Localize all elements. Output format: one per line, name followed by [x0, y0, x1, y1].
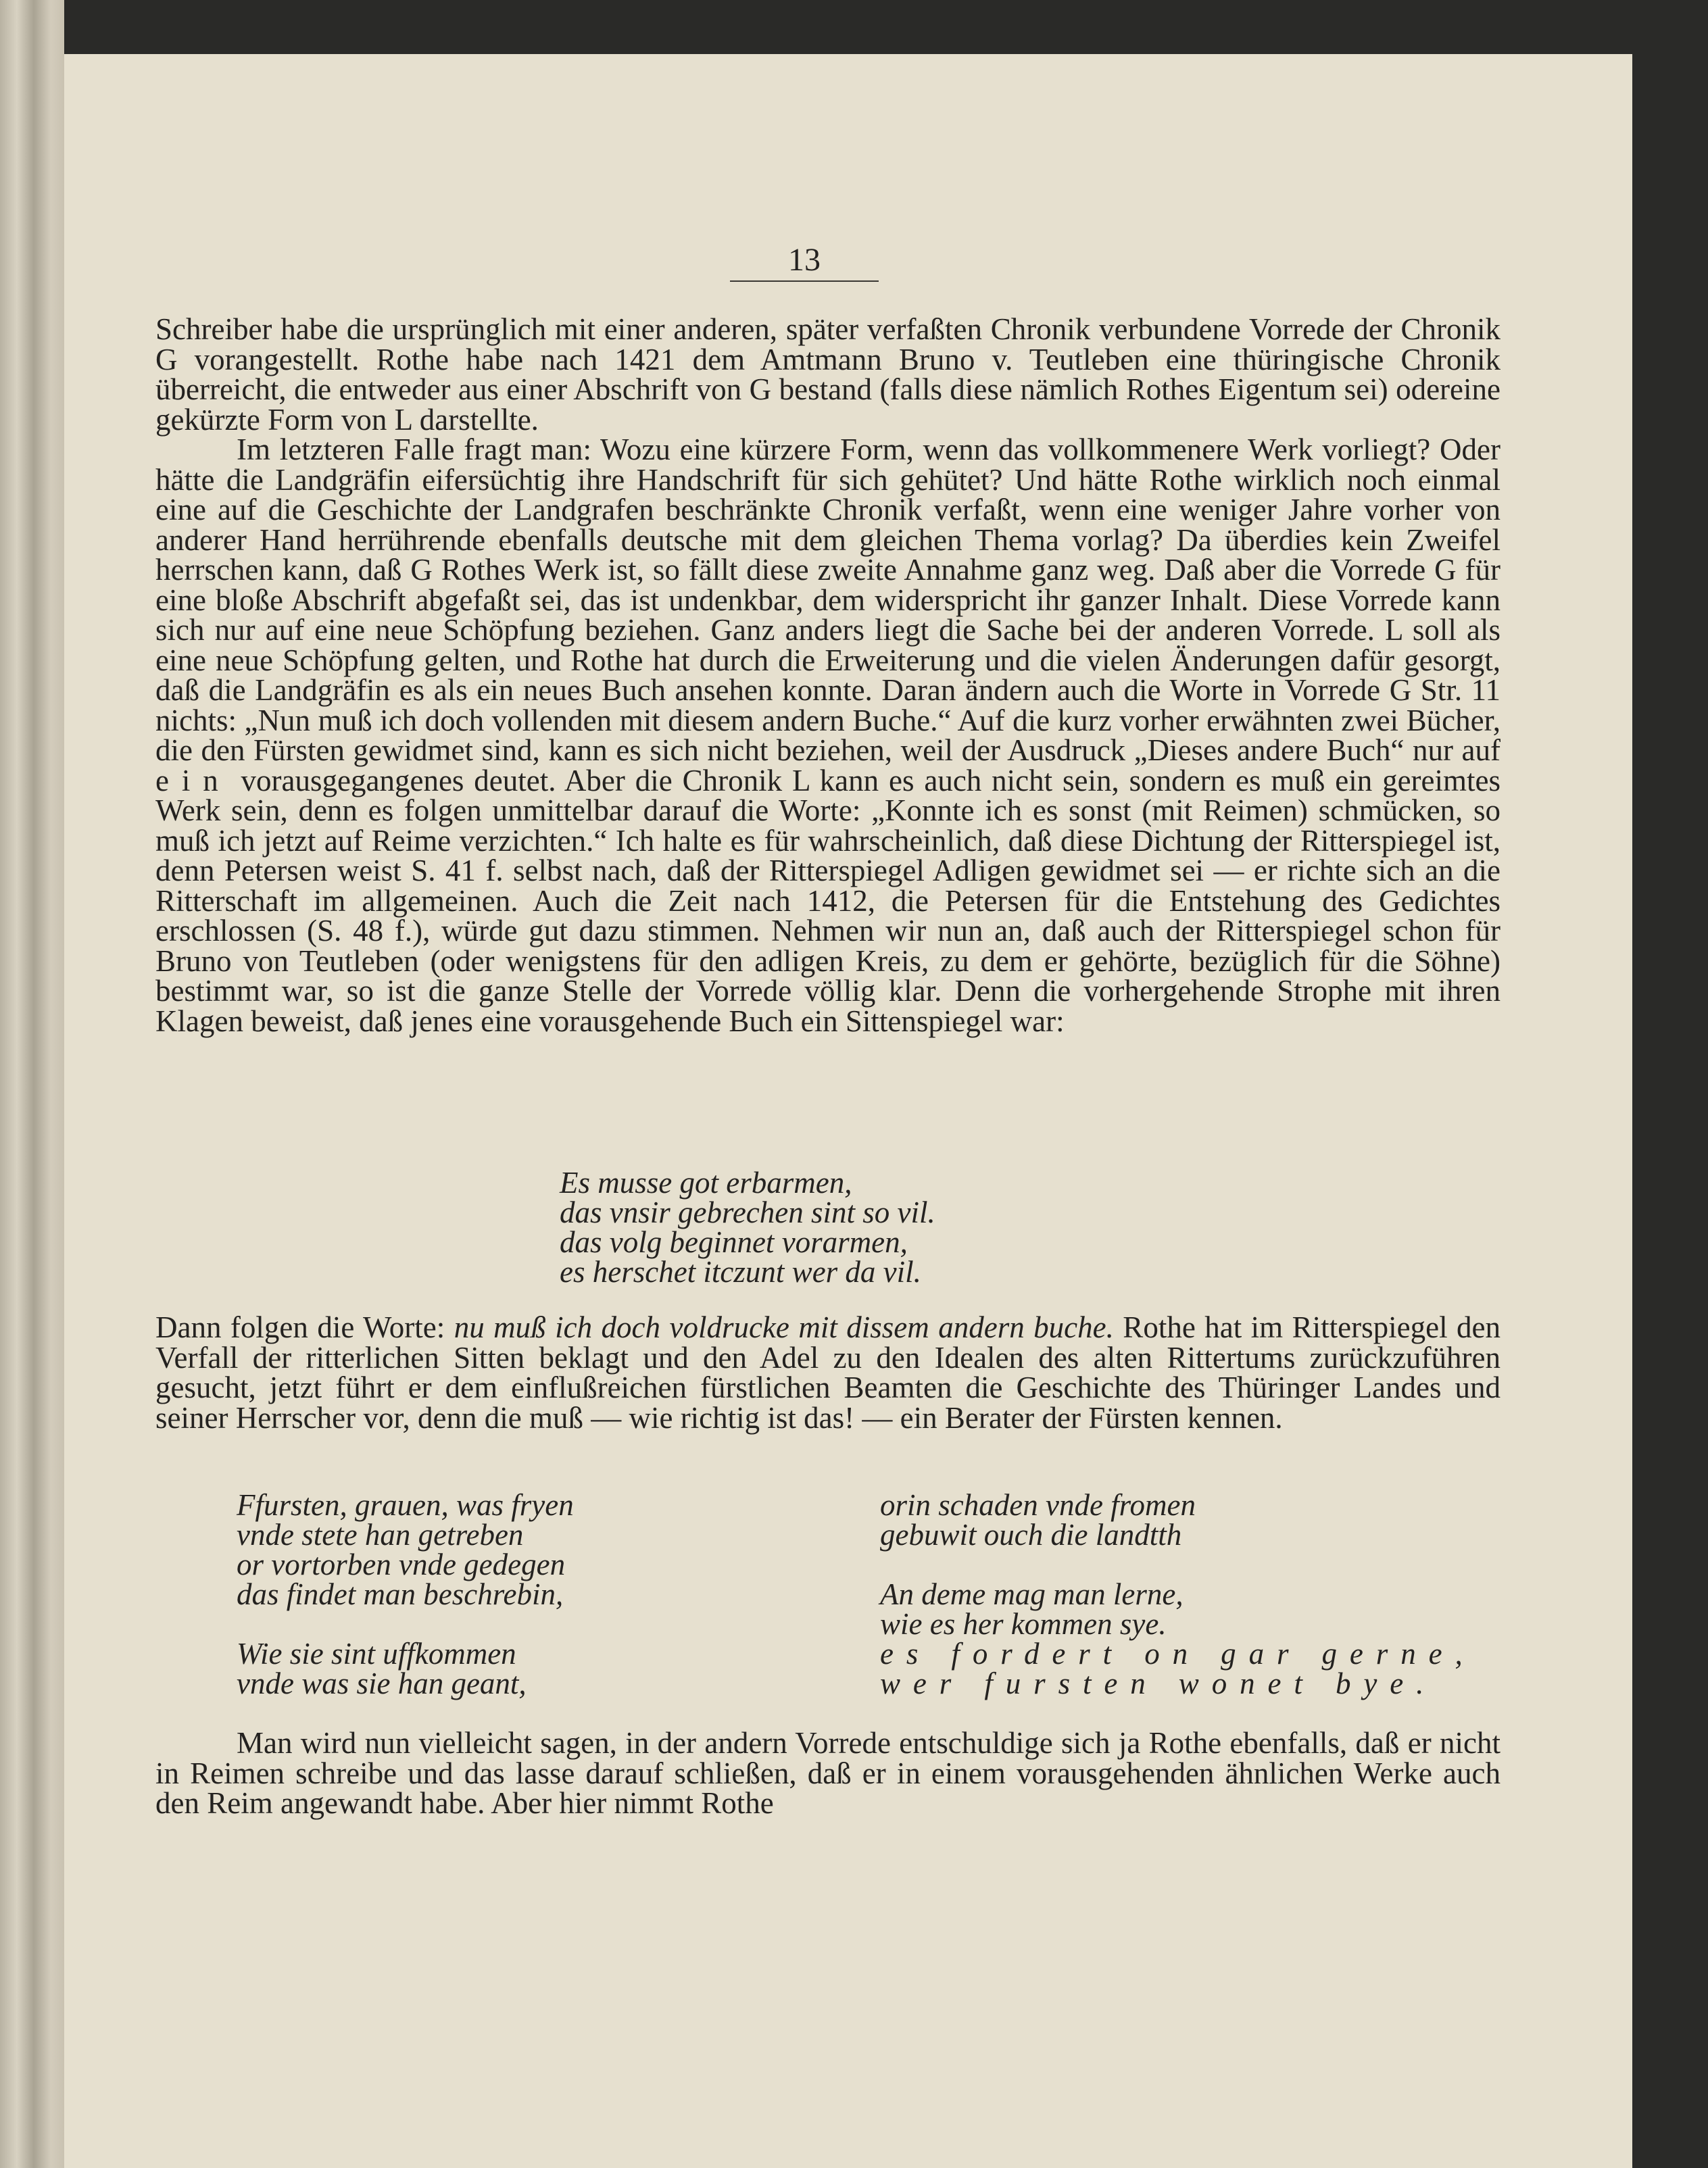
paragraph-2: [155, 435, 1500, 1036]
verse-line: das vnsir gebrechen sint so vil.: [560, 1196, 935, 1229]
verse-column-left: [237, 1490, 574, 1698]
verse-column-right: [880, 1490, 1475, 1698]
paragraph-3-lead: Dann folgen die Worte:: [155, 1310, 454, 1344]
verse-line: Es musse got erbarmen,: [560, 1166, 852, 1200]
paragraph-3: [155, 1312, 1500, 1433]
verse-line: or vortorben vnde gedegen: [237, 1548, 566, 1581]
verse-line-spaced: wer fursten wonet bye.: [880, 1667, 1437, 1700]
body-text-top: [155, 314, 1500, 1036]
paragraph-3-quote: nu muß ich doch voldrucke mit dissem andern buche.: [454, 1310, 1114, 1344]
verse-line: orin schaden vnde fromen: [880, 1488, 1196, 1522]
verse-quote: [560, 1168, 1303, 1287]
verse-line: An deme mag man lerne,: [880, 1577, 1184, 1611]
paragraph-1: Schreiber habe die ursprünglich mit einer anderen, später verfaßten Chronik verbundene Vorrede der Chronik G vorangestellt. Rothe habe nach 1421 dem Amtmann Bruno v. Teutleben eine thüringische Chronik überreicht, die entweder aus einer Abschrift von G bestand (falls diese nämlich Rothes Eigentum sei) odereine gekürzte Form von L darstellte.: [155, 312, 1500, 437]
paragraph-2-main: Im letzteren Falle fragt man: Wozu eine kürzere Form, wenn das vollkommenere Werk vorliegt? Oder hätte die Landgräfin eifersüchtig ihre Handschrift für sich gehütet? Und hätte Rothe wirklich noch einmal eine auf die Geschichte der Landgrafen beschränkte Chronik verfaßt, wenn eine weniger Jahre vorher von anderer Hand herrührende ebenfalls deutsche mit dem gleichen Thema vorlag? Da überdies kein Zweifel herrschen kann, daß G Rothes Werk ist, so fällt diese zweite Annahme ganz weg. Daß aber die Vorrede G für eine bloße Abschrift abgefaßt sei, das ist undenkbar, dem widerspricht ihr ganzer Inhalt. Diese Vorrede kann sich nur auf eine neue Schöpfung beziehen. Ganz anders liegt die Sache bei der anderen Vorrede. L soll als eine neue Schöpfung gelten, und Rothe hat durch die Erweiterung und die vielen Änderungen dafür gesorgt, daß die Landgräfin es als ein neues Buch ansehen konnte. Daran ändern auch die Worte in Vorrede G Str. 11 nichts: „Nun muß ich doch vollenden mit diesem andern Buche.“ Auf die kurz vorher erwähnten zwei Bücher, die den Fürsten gewidmet sind, kann es sich nicht beziehen, weil der Ausdruck „Dieses andere Buch“ nur auf: [155, 433, 1500, 767]
book-page: [64, 54, 1632, 2168]
verse-line-spaced: es fordert on gar gerne,: [880, 1637, 1475, 1671]
verse-line: es herschet itczunt wer da vil.: [560, 1255, 921, 1289]
book-binding: [0, 0, 64, 2168]
paragraph-2-rest: vorausgegangenes deutet. Aber die Chronik L kann es auch nicht sein, sondern es muß ein gereimtes Werk sein, denn es folgen unmittelbar darauf die Worte: „Konnte ich es sonst (mit Reimen) schmücken, so muß ich jetzt auf Reime verzichten.“ Ich halte es für wahrscheinlich, daß diese Dichtung der Ritterspiegel ist, denn Petersen weist S. 41 f. selbst nach, daß der Ritterspiegel Adligen gewidmet sei — er richte sich an die Ritterschaft im allgemeinen. Auch die Zeit nach 1412, die Petersen für die Entstehung des Gedichtes erschlossen (S. 48 f.), würde gut dazu stimmen. Nehmen wir nun an, daß auch der Ritterspiegel schon für Bruno von Teutleben (oder wenigstens für den adligen Kreis, zu dem er gehörte, bezüglich für die Söhne) bestimmt war, so ist die ganze Stelle der Vorrede völlig klar. Denn die vorhergehende Strophe mit ihren Klagen beweist, daß jenes eine vorausgehende Buch ein Sittenspiegel war:: [155, 763, 1500, 1038]
verse-line: vnde stete han getreben: [237, 1518, 524, 1552]
verse-line: Wie sie sint uffkommen: [237, 1637, 516, 1671]
page-number: 13: [730, 240, 879, 282]
paragraph-last: Man wird nun vielleicht sagen, in der andern Vorrede entschuldige sich ja Rothe ebenfalls, daß er nicht in Reimen schreibe und das lasse darauf schließen, daß er in einem vorausgehenden ähnlichen Werke auch den Reim angewandt habe. Aber hier nimmt Rothe: [155, 1726, 1500, 1820]
verse-line: wie es her kommen sye.: [880, 1607, 1167, 1641]
verse-line: Ffursten, grauen, was fryen: [237, 1488, 574, 1522]
verse-line: gebuwit ouch die landtth: [880, 1518, 1182, 1552]
verse-line: vnde was sie han geant,: [237, 1667, 527, 1700]
verse-line: das volg beginnet vorarmen,: [560, 1225, 908, 1259]
paragraph-3-rest: Rothe hat im Ritterspiegel den Verfall der ritterlichen Sitten beklagt und den Adel zu den Idealen des alten Rittertums zurückzuführen gesucht, jetzt führt er dem einflußreichen fürstlichen Beamten die Geschichte des Thüringer Landes und seiner Herrscher vor, denn die muß — wie richtig ist das! — ein Berater der Fürsten kennen.: [155, 1310, 1500, 1435]
spaced-word-ein: ein: [155, 763, 231, 797]
verse-line: das findet man beschrebin,: [237, 1577, 564, 1611]
